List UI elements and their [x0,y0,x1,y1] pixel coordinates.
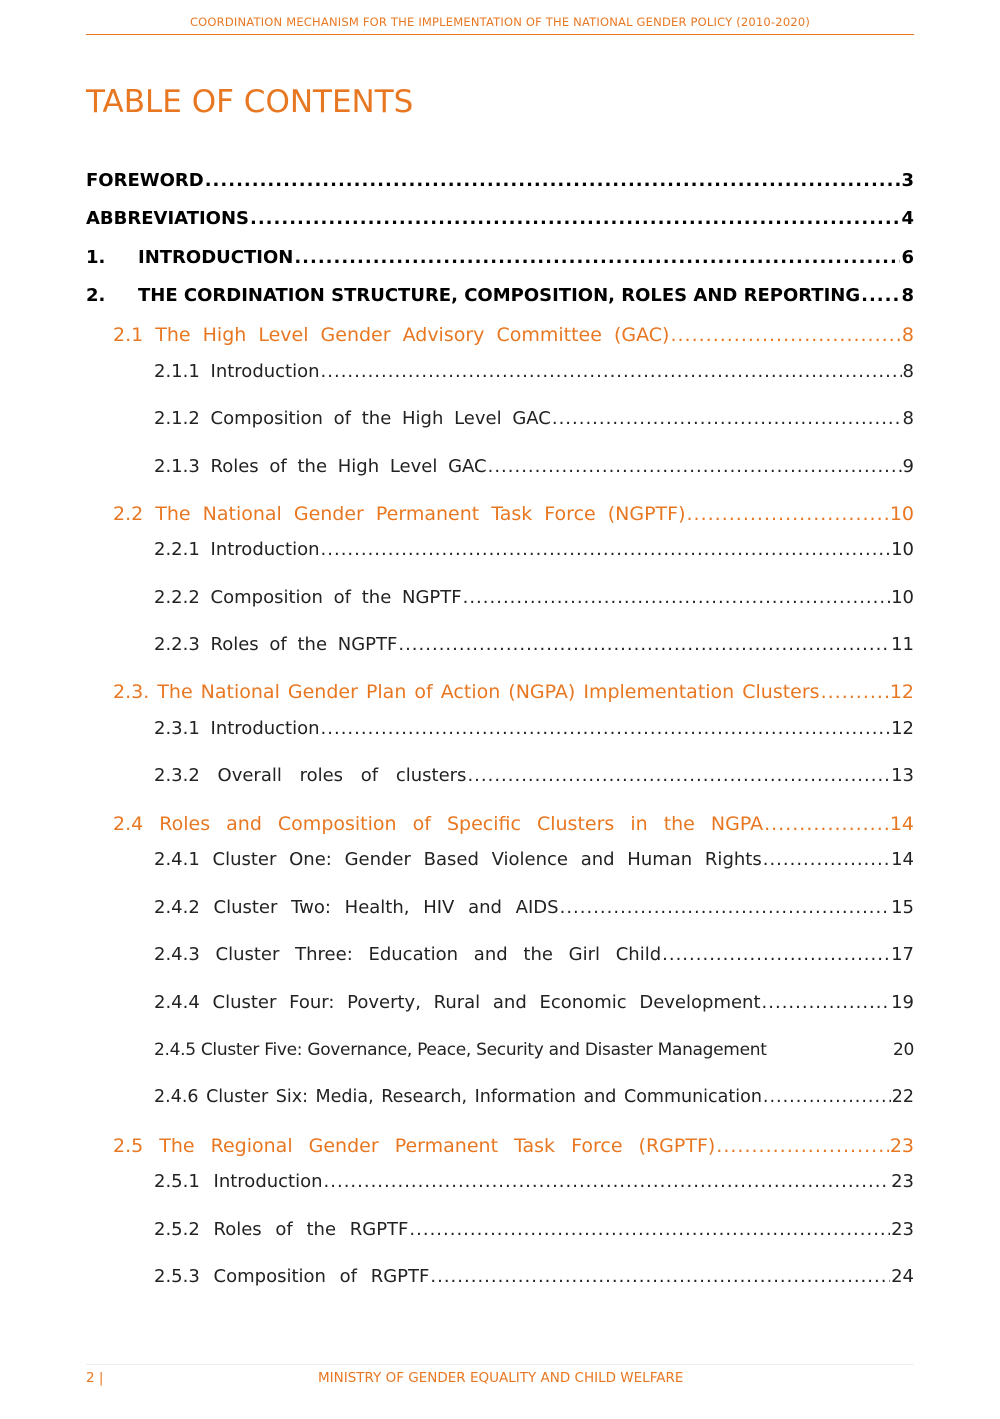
toc-entry-text: 2.4.6 Cluster Six: Media, Research, Information and Communication [154,1087,762,1107]
toc-entry-text: 2.4.2 Cluster Two: Health, HIV and AIDS [154,897,559,918]
toc-entry-2-4-3[interactable] [154,944,914,965]
toc-entry-text: 2.4.3 Cluster Three: Education and the Girl Child [154,944,662,965]
toc-leader-dots [205,170,901,191]
toc-entry-coordination-structure[interactable] [86,285,914,306]
toc-entry-2-2-3[interactable] [154,634,914,655]
toc-entry-text: 2.3. The National Gender Plan of Action (NGPA) Implementation Clusters [113,681,820,703]
page-title: TABLE OF CONTENTS [86,84,414,120]
toc-page-number: 10 [891,539,914,560]
footer-rule [86,1364,914,1365]
toc-page-number: 12 [891,718,914,739]
toc-page-number: 14 [889,813,914,835]
toc-entry-2-3[interactable] [113,681,914,703]
toc-leader-dots [861,285,900,306]
footer-page-number: 2 | [86,1370,104,1386]
header-text: COORDINATION MECHANISM FOR THE IMPLEMENTATION OF THE NATIONAL GENDER POLICY (2010-2020) [189,15,811,29]
toc-entry-2-1-3[interactable] [154,456,914,477]
toc-entry-text: 2.1.1 Introduction [154,361,320,382]
toc-leader-dots [488,456,902,477]
toc-entry-2-1-2[interactable] [154,408,914,429]
toc-entry-2-4[interactable] [113,813,914,835]
toc-page-number: 8 [902,408,914,429]
toc-page-number: 10 [889,503,914,525]
toc-page-number: 9 [902,456,914,477]
toc-entry-text: FOREWORD [86,170,204,191]
toc-entry-text: 2.1 The High Level Gender Advisory Committee (GAC) [113,324,670,346]
toc-page-number: 8 [902,361,914,382]
toc-entry-text: 2.2.3 Roles of the NGPTF [154,634,398,655]
toc-leader-dots [560,897,891,918]
toc-leader-dots [321,361,902,382]
toc-page-number: 19 [891,992,914,1013]
toc-entry-number: 1. [86,247,106,268]
toc-entry-foreword[interactable] [86,170,914,191]
toc-entry-2-5-1[interactable] [154,1171,914,1192]
toc-leader-dots [294,247,900,268]
toc-page-number: 24 [891,1266,914,1287]
toc-entry-2-4-1[interactable] [154,849,914,870]
toc-leader-dots [662,944,890,965]
toc-entry-2-4-2[interactable] [154,897,914,918]
toc-entry-2-2-2[interactable] [154,587,914,608]
toc-entry-2-2-1[interactable] [154,539,914,560]
toc-entry-text: 2.5.3 Composition of RGPTF [154,1266,430,1287]
toc-leader-dots [467,765,890,786]
toc-leader-dots [552,408,902,429]
toc-entry-text: THE CORDINATION STRUCTURE, COMPOSITION, ROLES AND REPORTING [138,285,861,306]
toc-page-number: 20 [892,1040,914,1060]
toc-page-number: 14 [891,849,914,870]
toc-entry-2-1-1[interactable] [154,361,914,382]
toc-leader-dots [430,1266,890,1287]
toc-page-number: 17 [891,944,914,965]
toc-page-number: 23 [891,1171,914,1192]
header-rule [86,34,914,35]
toc-page-number: 23 [889,1135,914,1157]
toc-leader-dots [463,587,890,608]
toc-entry-text: INTRODUCTION [138,247,294,268]
toc-leader-dots [763,1087,891,1107]
toc-page-number: 4 [901,208,914,229]
toc-entry-text: 2.4.4 Cluster Four: Poverty, Rural and Economic Development [154,992,761,1013]
toc-leader-dots [250,208,900,229]
toc-entry-introduction[interactable] [86,247,914,268]
toc-entry-text: 2.5 The Regional Gender Permanent Task Force (RGPTF) [113,1135,716,1157]
toc-entry-text: 2.2.2 Composition of the NGPTF [154,587,462,608]
toc-entry-text: 2.4.5 Cluster Five: Governance, Peace, Security and Disaster Management [154,1040,767,1060]
toc-entry-text: 2.2.1 Introduction [154,539,320,560]
toc-entry-text: 2.4.1 Cluster One: Gender Based Violence and Human Rights [154,849,762,870]
toc-leader-dots [409,1219,890,1240]
toc-entry-2-4-5[interactable] [154,1040,914,1060]
toc-entry-2-4-6[interactable] [154,1087,914,1107]
toc-leader-dots [321,539,891,560]
toc-entry-text: 2.2 The National Gender Permanent Task Force (NGPTF) [113,503,686,525]
toc-entry-2-5-3[interactable] [154,1266,914,1287]
toc-page-number: 13 [891,765,914,786]
toc-entry-text: 2.1.3 Roles of the High Level GAC [154,456,487,477]
toc-entry-text: 2.3.2 Overall roles of clusters [154,765,467,786]
toc-leader-dots [716,1135,889,1157]
toc-page-number: 6 [901,247,914,268]
toc-entry-2-3-2[interactable] [154,765,914,786]
toc-entry-2-5-2[interactable] [154,1219,914,1240]
toc-leader-dots [764,813,889,835]
toc-leader-dots [670,324,900,346]
toc-page-number: 3 [901,170,914,191]
toc-page-number: 15 [891,897,914,918]
toc-entry-text: 2.5.2 Roles of the RGPTF [154,1219,409,1240]
toc-entry-2-5[interactable] [113,1135,914,1157]
toc-leader-dots [763,849,890,870]
toc-leader-dots [762,992,891,1013]
toc-leader-dots [687,503,889,525]
toc-page-number: 8 [901,285,914,306]
toc-entry-2-3-1[interactable] [154,718,914,739]
footer-ministry: MINISTRY OF GENDER EQUALITY AND CHILD WELFARE [318,1370,684,1386]
toc-entry-text: 2.5.1 Introduction [154,1171,323,1192]
toc-entry-text: ABBREVIATIONS [86,208,249,229]
toc-entry-2-2[interactable] [113,503,914,525]
toc-page-number: 22 [891,1087,914,1107]
toc-page-number: 12 [889,681,914,703]
toc-entry-text: 2.1.2 Composition of the High Level GAC [154,408,551,429]
toc-leader-dots [821,681,889,703]
toc-entry-abbreviations[interactable] [86,208,914,229]
toc-page-number: 23 [891,1219,914,1240]
toc-entry-text: 2.3.1 Introduction [154,718,320,739]
toc-leader-dots [398,634,890,655]
toc-entry-number: 2. [86,285,106,306]
toc-leader-dots [324,1171,891,1192]
toc-entry-2-4-4[interactable] [154,992,914,1013]
toc-entry-text: 2.4 Roles and Composition of Specific Clusters in the NGPA [113,813,764,835]
toc-entry-2-1[interactable] [113,324,914,346]
toc-page-number: 11 [891,634,914,655]
toc-page-number: 10 [891,587,914,608]
toc-leader-dots [321,718,891,739]
toc-page-number: 8 [901,324,914,346]
